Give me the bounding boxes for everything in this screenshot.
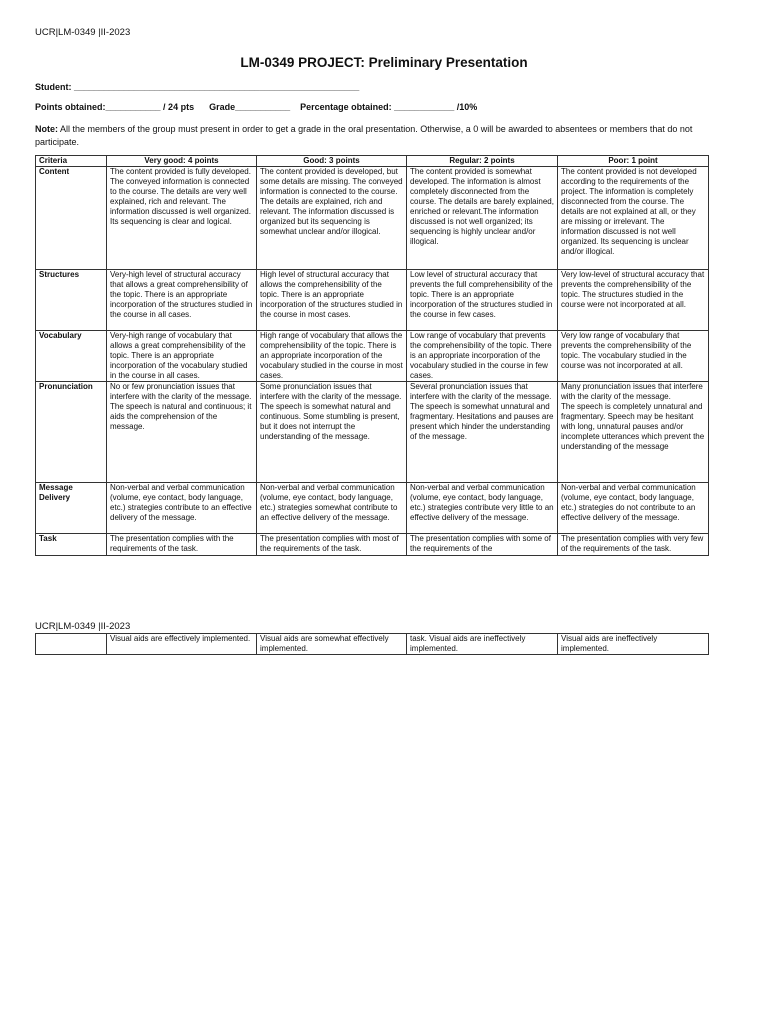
rubric-cell: High level of structural accuracy that allows the comprehensibility of the topic. There is an appropriate incorporation of the structures studied in the course in most cases. <box>260 270 403 319</box>
criteria-label: Content <box>36 167 107 270</box>
note-label: Note: <box>35 124 58 134</box>
rubric-row-task-continued <box>36 634 709 655</box>
header-very-good: Very good: 4 points <box>107 156 257 167</box>
rubric-cell: Very low range of vocabulary that prevents the comprehensibility of the topic. The vocabulary studied in the course was not incorporated at all. <box>561 331 692 370</box>
rubric-cell: High range of vocabulary that allows the comprehensibility of the topic. There is an appropriate incorporation of the vocabulary studied in the course in most cases. <box>260 331 403 380</box>
rubric-table-continuation <box>35 633 709 655</box>
rubric-cell: Many pronunciation issues that interfere with the clarity of the message. The speech is completely unnatural and fragmentary. Speech may be hesitant with long, unnatural pauses and/or incomplete utterances which prevent the understanding of the message <box>561 382 705 451</box>
rubric-cell: The presentation complies with the requirements of the task. <box>110 534 234 553</box>
header-regular: Regular: 2 points <box>407 156 558 167</box>
rubric-cell: Very-high range of vocabulary that allows a great comprehensibility of the topic. There is an appropriate incorporation of the vocabulary studied in the course in all cases. <box>110 331 248 380</box>
rubric-cell: The presentation complies with some of the requirements of the <box>410 534 551 553</box>
rubric-cell: The presentation complies with very few of the requirements of the task. <box>561 534 704 553</box>
rubric-cell: Non-verbal and verbal communication (volume, eye contact, body language, etc.) strategies contribute to an effective delivery of the message. <box>110 483 252 522</box>
note-paragraph <box>35 123 735 149</box>
header-poor: Poor: 1 point <box>558 156 709 167</box>
points-field: Points obtained:___________ / 24 pts Grade___________ Percentage obtained: ____________ /10% <box>35 102 478 112</box>
page-title: LM-0349 PROJECT: Preliminary Presentation <box>240 55 528 70</box>
rubric-cell: The presentation complies with most of the requirements of the task. <box>260 534 399 553</box>
rubric-row-content <box>36 167 709 270</box>
rubric-cell: Non-verbal and verbal communication (volume, eye contact, body language, etc.) strategies contribute very little to an effective delivery of the message. <box>410 483 554 522</box>
rubric-row-task <box>36 534 709 556</box>
rubric-cell: No or few pronunciation issues that interfere with the clarity of the message. The speech is natural and continuous; it aids the comprehension of the message. <box>110 382 252 431</box>
rubric-cell: Very-high level of structural accuracy that allows a great comprehensibility of the topic. There is an appropriate incorporation of the structures studied in the course in all cases. <box>110 270 253 319</box>
rubric-cell: Low range of vocabulary that prevents the comprehensibility of the topic. There is an appropriate incorporation of the vocabulary studied in the course in few cases. <box>410 331 552 380</box>
rubric-cell: The content provided is not developed according to the requirements of the project. The information is completely disconnected from the course. The details are not explained at all, or they are missing or irrelevant. The information discussed is not well organized. Its sequencing is unclear and/or illogical. <box>561 167 697 256</box>
criteria-label <box>36 483 107 534</box>
rubric-cell: task. Visual aids are ineffectively implemented. <box>410 634 526 653</box>
header-criteria: Criteria <box>36 156 107 167</box>
rubric-cell: Visual aids are ineffectively implemented. <box>561 634 658 653</box>
criteria-label: Vocabulary <box>36 331 107 382</box>
criteria-label: Task <box>36 534 107 556</box>
document-header-code: UCR|LM-0349 |II-2023 <box>35 27 131 38</box>
rubric-cell: Very low-level of structural accuracy that prevents the comprehensibility of the topic. The structures studied in the course were not incorporated at all. <box>561 270 705 309</box>
criteria-label: Pronunciation <box>36 382 107 483</box>
criteria-label <box>36 634 107 655</box>
rubric-cell: The content provided is developed, but some details are missing. The conveyed information is connected to the course. The details are explained, rich and relevant. The information discussed is organized but its sequencing is somewhat unclear and/or illogical. <box>260 167 403 236</box>
rubric-row-pronunciation <box>36 382 709 483</box>
rubric-row-message-delivery <box>36 483 709 534</box>
rubric-row-vocabulary <box>36 331 709 382</box>
rubric-cell: Non-verbal and verbal communication (volume, eye contact, body language, etc.) strategies somewhat contribute to an effective delivery of the message. <box>260 483 398 522</box>
rubric-cell: The content provided is somewhat developed. The information is almost completely disconnected from the course. The details are barely explained, enriched or relevant.The information discussed is not well organized; its sequencing is highly unclear and/or illogical. <box>410 167 554 246</box>
document-header-code-page2: UCR|LM-0349 |II-2023 <box>35 621 131 632</box>
rubric-cell: Low level of structural accuracy that prevents the full comprehensibility of the topic. There is an appropriate incorporation of the structures studied in the course in few cases. <box>410 270 553 319</box>
rubric-header-row <box>36 156 709 167</box>
criteria-label: Structures <box>36 270 107 331</box>
rubric-cell: Several pronunciation issues that interfere with the clarity of the message. The speech is somewhat unnatural and fragmentary. Hesitations and pauses are present which hinder the understanding of the message. <box>410 382 554 441</box>
rubric-cell: Non-verbal and verbal communication (volume, eye contact, body language, etc.) strategies do not contribute to an effective delivery of the message. <box>561 483 696 522</box>
student-field: Student: _________________________________________________________ <box>35 82 360 92</box>
rubric-cell: Visual aids are effectively implemented. <box>110 634 251 643</box>
rubric-row-structures <box>36 270 709 331</box>
rubric-table <box>35 155 709 556</box>
criteria-label-text: Message Delivery <box>39 483 73 502</box>
note-text: All the members of the group must present in order to get a grade in the oral presentation. Otherwise, a 0 will be awarded to absentees or members that do not participate. <box>35 124 693 147</box>
rubric-cell: Some pronunciation issues that interfere with the clarity of the message. The speech is somewhat natural and continuous. Some stumbling is present, but it does not interrupt the understanding of the message. <box>260 382 402 441</box>
header-good: Good: 3 points <box>257 156 407 167</box>
rubric-cell: Visual aids are somewhat effectively implemented. <box>260 634 389 653</box>
rubric-cell: The content provided is fully developed. The conveyed information is connected to the course. The details are very well explained, rich and relevant. The information discussed is well organized. Its sequencing is clear and logical. <box>110 167 251 226</box>
